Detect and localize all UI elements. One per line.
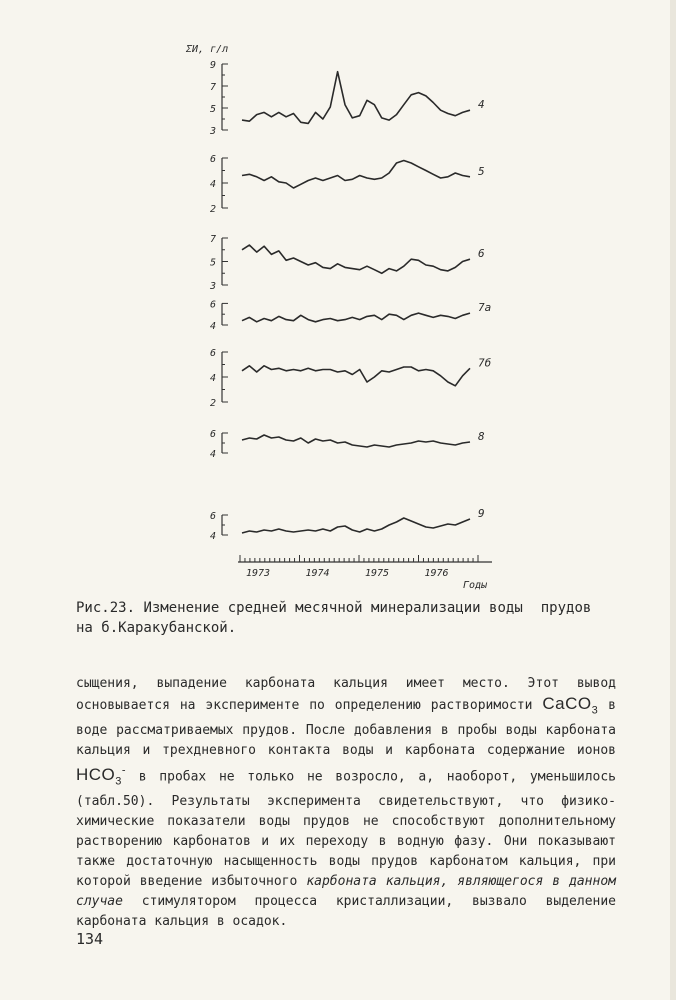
formula-hco3 bbox=[76, 764, 127, 788]
panel-7б bbox=[210, 348, 492, 409]
formula-caco3-subscript: 3 bbox=[591, 704, 599, 717]
panel-8-tick-label: 4 bbox=[210, 449, 217, 460]
series-label-6: 6 bbox=[478, 247, 485, 261]
caption-line2: на б.Каракубанской. bbox=[76, 620, 237, 636]
panel-5-tick-label: 2 bbox=[210, 204, 217, 215]
series-label-5: 5 bbox=[478, 164, 485, 178]
panel-5-tick-label: 6 bbox=[210, 154, 217, 165]
panel-8-tick-label: 6 bbox=[210, 429, 217, 440]
series-line-8 bbox=[242, 435, 470, 447]
caption-line1: Изменение средней месячной минерализации воды bbox=[143, 600, 523, 616]
panel-4 bbox=[209, 60, 485, 137]
series-line-7б bbox=[242, 366, 470, 386]
y-axis-label: ΣИ, г/л bbox=[186, 44, 229, 55]
x-axis-label: Годы bbox=[463, 580, 488, 590]
panel-5-tick-label: 4 bbox=[210, 179, 217, 190]
body-italic-text: карбоната кальция, являющегося в данном случае bbox=[76, 874, 616, 910]
formula-hco3-subscript: 3 bbox=[115, 775, 122, 788]
formula-hco3-base: HCO bbox=[76, 765, 116, 785]
page-number: 134 bbox=[76, 930, 104, 948]
year-label-1973: 1973 bbox=[246, 568, 271, 579]
year-label-1976: 1976 bbox=[424, 568, 449, 579]
formula-hco3-charge: - bbox=[121, 764, 127, 777]
series-label-4: 4 bbox=[478, 98, 485, 112]
series-label-9: 9 bbox=[478, 507, 485, 520]
panel-6 bbox=[209, 234, 485, 292]
series-label-7б: 7б bbox=[478, 356, 492, 370]
chart-panels bbox=[209, 60, 492, 542]
panel-5 bbox=[210, 154, 485, 215]
panel-9 bbox=[210, 507, 485, 542]
mineralization-chart bbox=[180, 40, 510, 590]
body-text-2: в воде рассматриваемых прудов. После добавления в пробы воды карбоната кальция и трехдневного контакта воды и карбоната содержание ионов bbox=[76, 698, 616, 758]
formula-caco3-base: CaCO bbox=[542, 694, 592, 714]
panel-9-tick-label: 6 bbox=[210, 511, 217, 522]
series-line-6 bbox=[242, 245, 470, 273]
panel-9-tick-label: 4 bbox=[210, 531, 217, 542]
caption-label: Рис.23. bbox=[76, 600, 136, 616]
panel-6-tick-label: 5 bbox=[210, 257, 217, 269]
panel-4-tick-label: 3 bbox=[210, 126, 217, 137]
series-label-8: 8 bbox=[478, 430, 485, 443]
caption-line1-end: прудов bbox=[540, 600, 592, 616]
panel-7а-tick-label: 4 bbox=[210, 321, 217, 332]
figure-caption bbox=[76, 598, 624, 638]
series-line-4 bbox=[242, 72, 470, 124]
panel-4-tick-label: 5 bbox=[210, 104, 217, 115]
series-line-7а bbox=[242, 313, 470, 322]
panel-4-tick-label: 7 bbox=[210, 82, 217, 93]
body-paragraph bbox=[76, 674, 616, 933]
year-label-1975: 1975 bbox=[365, 568, 390, 579]
body-text-5: стимулятором процесса кристаллизации, вызвало выделение карбоната кальция в осадок. bbox=[76, 894, 617, 930]
formula-caco3 bbox=[542, 694, 599, 717]
panel-4-tick-label: 9 bbox=[210, 60, 217, 71]
body-text-3: в пробах не только не возросло, а, наоборот, уменьшилось ( bbox=[76, 769, 617, 809]
year-label-1974: 1974 bbox=[305, 568, 330, 579]
figure-23 bbox=[180, 40, 510, 594]
panel-7а-tick-label: 6 bbox=[210, 299, 217, 311]
panel-7б-tick-label: 6 bbox=[210, 348, 217, 359]
time-axis bbox=[238, 555, 492, 579]
table-reference: табл.50 bbox=[83, 793, 139, 809]
panel-6-tick-label: 3 bbox=[210, 281, 217, 292]
panel-7б-tick-label: 4 bbox=[210, 373, 217, 384]
series-label-7а: 7а bbox=[478, 301, 492, 315]
body-text-1: сыщения, выпадение карбоната кальция имеет место. Этот вывод основывается на эксперименте по определению растворимости bbox=[76, 676, 616, 714]
series-line-5 bbox=[242, 161, 470, 189]
panel-8 bbox=[210, 429, 485, 460]
panel-7б-tick-label: 2 bbox=[210, 398, 217, 409]
panel-7а bbox=[210, 299, 491, 332]
body-text-4: ). Результаты эксперимента свидетельствуют, что физико-химические показатели воды прудов не способствуют дополнительному растворению карбонатов и их переходу в водную фазу. Они показывают также достаточную насыщенность воды прудов карбонатом кальция, при которой введение избыточного bbox=[76, 793, 616, 890]
series-line-9 bbox=[242, 518, 470, 533]
panel-6-tick-label: 7 bbox=[210, 234, 217, 245]
